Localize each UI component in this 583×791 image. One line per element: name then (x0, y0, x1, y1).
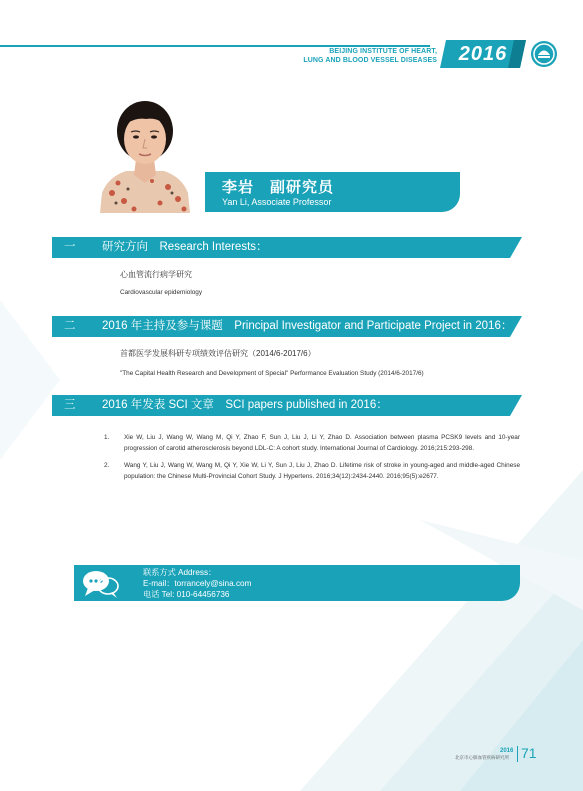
section-number: 三 (64, 399, 76, 411)
footer-institute: 北京市心肺血管疾病研究所 (455, 755, 509, 760)
name-english: Yan Li, Associate Professor (222, 197, 332, 207)
page-number: 71 (521, 745, 537, 761)
name-chinese: 李岩 副研究员 (222, 179, 335, 196)
research-interest-cn: 心血管流行病学研究 (120, 270, 192, 279)
institute-line-2: LUNG AND BLOOD VESSEL DISEASES (303, 57, 437, 64)
section-title: 研究方向 Research Interests： (102, 241, 268, 253)
reference-item (104, 460, 520, 482)
reference-list (104, 432, 520, 488)
reference-text: Xie W, Liu J, Wang W, Wang M, Qi Y, Zhao F, Sun J, Liu J, Li Y, Zhao D. Association between plasma PCSK9 levels and 10-year progression of carotid atherosclerosis beyond LDL-C: A cohort study. International Journal of Cardiology. 2016;215:293-298. (124, 434, 520, 452)
year-label: 2016 (458, 43, 508, 65)
section-title: 2016 年发表 SCI 文章 SCI papers published in 2016： (102, 399, 388, 411)
section-title: 2016 年主持及参与课题 Principal Investigator and Participate Project in 2016： (102, 320, 513, 332)
contact-details (143, 567, 251, 600)
section-sci-papers-header (52, 395, 522, 416)
project-title-cn: 首都医学发展科研专项绩效评估研究（2014/6-2017/6） (120, 349, 316, 358)
research-interest-en: Cardiovascular epidemiology (120, 289, 203, 296)
reference-number: 2. (104, 462, 110, 469)
reference-number: 1. (104, 434, 110, 441)
contact-phone: 电话 Tel: 010-64456736 (143, 590, 230, 599)
institute-line-1: BEIJING INSTITUTE OF HEART, (329, 48, 437, 55)
section-projects-header (52, 316, 522, 337)
institute-logo-icon (530, 40, 558, 68)
section-number: 二 (64, 320, 76, 332)
contact-email: E-mail：torrancely@sina.com (143, 579, 252, 588)
section-number: 一 (64, 241, 76, 253)
footer-divider (517, 746, 518, 762)
contact-banner (74, 565, 520, 601)
year-badge (440, 40, 526, 68)
contact-label: 联系方式 Address： (143, 568, 217, 577)
project-title-en: "The Capital Health Research and Development of Special" Performance Evaluation Study (2014/6-2017/6) (120, 370, 424, 377)
institute-name (303, 47, 437, 65)
footer-year: 2016 (500, 748, 514, 754)
reference-item (104, 432, 520, 454)
chat-bubble-icon (80, 567, 120, 599)
section-research-interests-header (52, 237, 522, 258)
portrait-photo (98, 97, 192, 213)
reference-text: Wang Y, Liu J, Wang W, Wang M, Qi Y, Xie W, Li Y, Sun J, Liu J, Zhao D. Lifetime risk of stroke in young-aged and middle-aged Chinese population: the Chinese Multi-Provincial Cohort Study. J Hypertens. 2016;34(12):2434-2440. 2016;95(5):e2677. (124, 462, 520, 480)
